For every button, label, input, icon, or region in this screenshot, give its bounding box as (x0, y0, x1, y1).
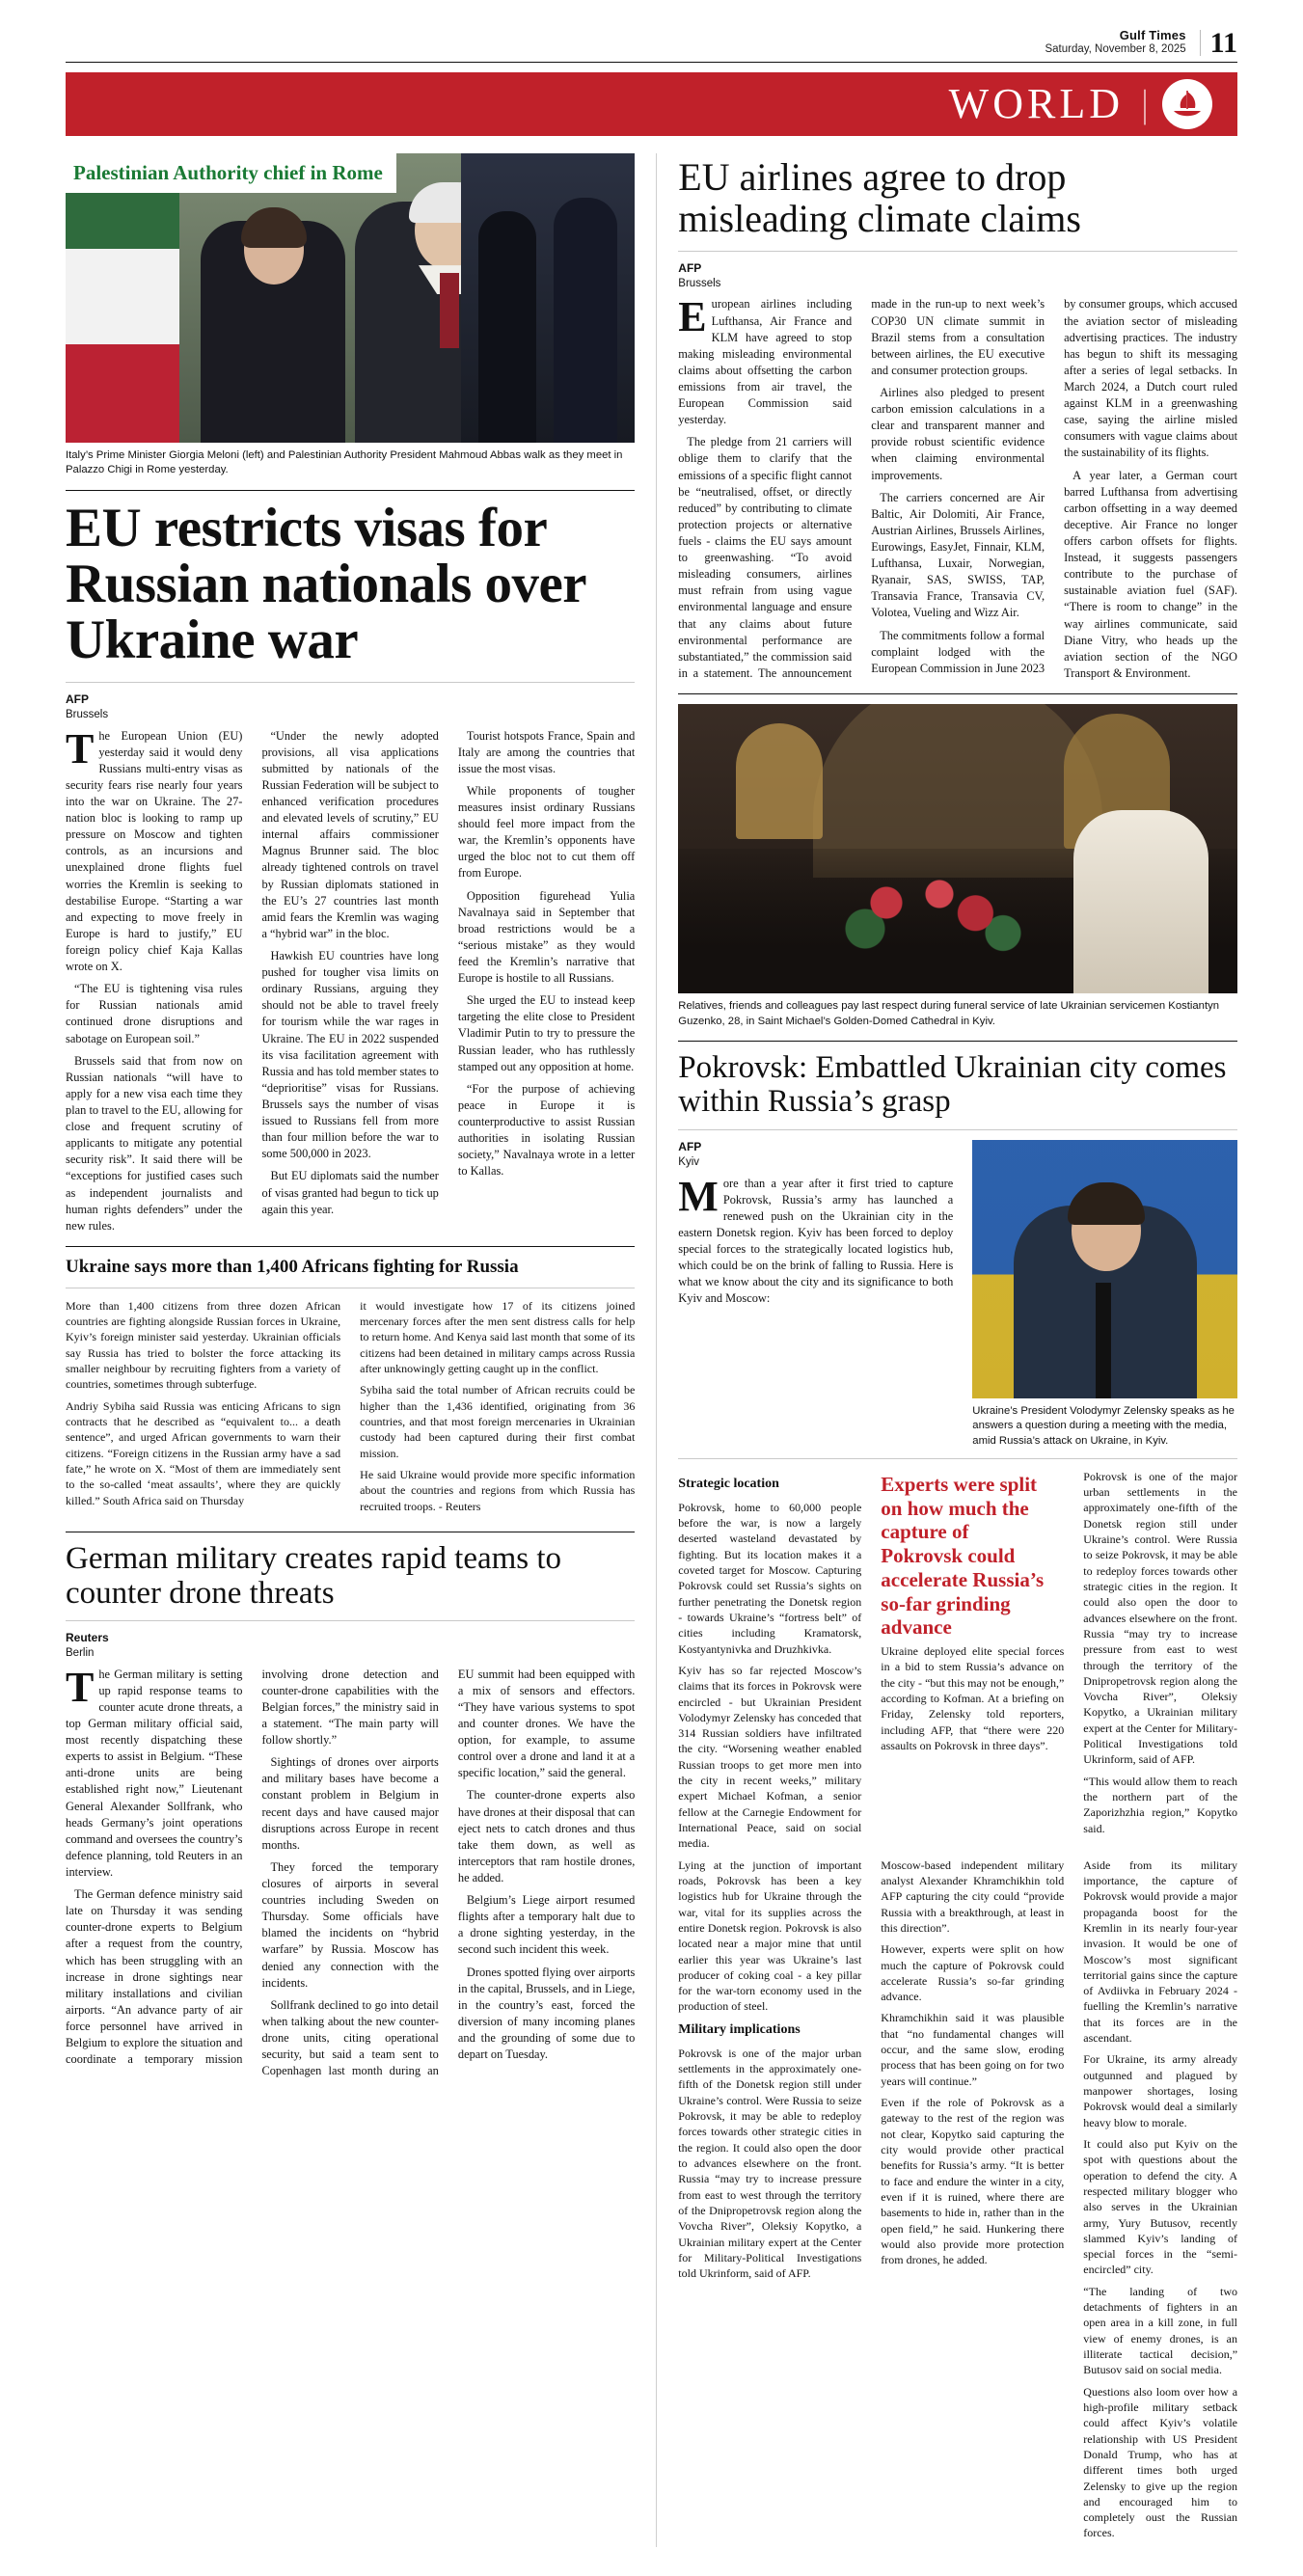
visas-body (66, 724, 636, 1234)
pokrovsk-mil-p8: It could also put Kyiv on the spot with questions about the operation to defend the city. A respected military blogger who also serves in the Ukrainian army, Yury Butusov, recently slammed Kyiv’s landing of special forces in the “semi-encircled” city. (1083, 2136, 1238, 2277)
germany-byline (66, 1631, 635, 1661)
honour-guard (461, 153, 635, 443)
pokrovsk-intro (678, 1172, 954, 1308)
funeral-caption: Relatives, friends and colleagues pay last respect during funeral service of late Ukrainian servicemen Kostiantyn Guzenko, 28, in Saint Michael’s Golden-Domed Cathedral in Kyiv. (678, 1000, 1220, 1027)
meloni-figure (201, 221, 345, 443)
airlines-p6: A year later, a German court barred Lufthansa from advertising carbon offsetting in a way deemed deceptive. Air France no longer offers carbon offsets for flights. Instead, it suggests passengers contribute to the purchase of sustainable aviation fuel (SAF). “There is room to change” in the way airlines communicate, said Diane Vitry, who heads up the aviation section of the NGO Transport & Environment. (1064, 468, 1238, 680)
airlines-agency: AFP (678, 260, 702, 275)
zelensky-photo (972, 1140, 1237, 1398)
zelensky-caption: Ukraine’s President Volodymyr Zelensky speaks as he answers a question during a meeting with the media, amid Russia’s attack on Ukraine, in Kyiv. (972, 1405, 1235, 1447)
zelensky-photo-block (972, 1140, 1237, 1449)
germany-agency: Reuters (66, 1631, 109, 1645)
masthead-rule (66, 62, 1237, 63)
visas-p7: Tourist hotspots France, Spain and Italy are among the countries that issue the most visas. (457, 728, 636, 775)
section-banner (66, 72, 1237, 136)
pokrovsk-text-left (678, 1140, 953, 1449)
pokrovsk-s1-p2: Kyiv has so far rejected Moscow’s claims that its forces in Pokrovsk were encircled - but Ukrainian President Volodymyr Zelensky has conceded that 314 Russian soldiers have infiltrated the city. “Worsening weather enabled Russian troops to get more men into the city in recent weeks,” military expert Michael Kofman, a senior fellow at the Carnegie Endowment for International Peace, said on social media. (678, 1663, 862, 1851)
germany-p7: Belgium’s Liege airport resumed flights after a temporary halt due to a drone sighting yesterday, in the second such incident this week. (457, 1893, 636, 1957)
column-divider (656, 153, 657, 2547)
pokrovsk-mil-p10: Questions also loom over how a high-profile military setback could affect Kyiv’s volatile relationship with US President Donald Trump, who has at different times both urged Zelensky to give up the region and encouraged him to completely oust the Russian forces. (1083, 2384, 1238, 2540)
africans-col-right (360, 1298, 635, 1520)
pokrovsk-mil-p2: Moscow-based independent military analyst Alexander Khramchikhin told AFP capturing the city could “provide Russia with a breakthrough, at least in this direction”. (881, 1857, 1065, 1935)
pokrovsk-pullquote-col (881, 1469, 1064, 1857)
africans-p3: it would investigate how 17 of its citizens joined mercenary forces after the men sent distress calls for help to return home. And Kenya said last month that some of its citizens had been detained in military camps across Russia after unknowingly getting caught up in the conflict. (360, 1298, 636, 1376)
africans-headline: Ukraine says more than 1,400 Africans fighting for Russia (66, 1256, 519, 1277)
pokrovsk-s1-p3: Ukraine deployed elite special forces in a bid to stem Russia’s advance on the city - “but this may not be enough,” according to Kofman. At a briefing on Friday, Zelensky told reporters, including AFP, that “there were 220 assaults on Pokrovsk in three days”. (881, 1644, 1065, 1753)
main-columns (66, 153, 1237, 2547)
pokrovsk-agency: AFP (678, 1140, 702, 1154)
pokrovsk-top (678, 1140, 1237, 1449)
visas-agency: AFP (66, 692, 89, 707)
right-column (678, 153, 1237, 2547)
funeral-photo (678, 704, 1237, 993)
germany-p2: The German defence ministry said late on Thursday it was sending counter-drone experts to Belgium after a request from the country, which has been struggling with an increase in drone sightings near military installations and civilian airports. “An advance party of air force personnel have arrived in Belgium to explore the situation and coordinate a temporary mission involving drone detection and counter-drone capabilities with the Belgian forces,” the ministry said in a statement. “The main party will follow shortly.” (66, 1667, 439, 2067)
pokrovsk-continued (678, 1857, 1237, 2547)
visas-place: Brussels (66, 708, 109, 720)
masthead (66, 0, 1237, 60)
airlines-place: Brussels (678, 277, 721, 289)
germany-p5: Sollfrank declined to go into detail when talking about the new counter-drone units, citing operational security, but said a team sent to Copenhagen last month during an EU summit had been equipped with a mix of sensors and effectors. “They have various systems to spot and counter drones. We have the option, for example, to assume control over a drone and land it at a specific location,” said the general. (261, 1667, 636, 2078)
visas-headline: EU restricts visas for Russian nationals over Ukraine war (66, 497, 586, 670)
pokrovsk-mil-p1: Pokrovsk is one of the major urban settlements in the approximately one-fifth of the Donetsk region still under Ukraine’s control. Were Russia to seize Pokrovsk, it may be able to redeploy forces towards other strategic cities in the region. It could also open the door to advances elsewhere on the front. Russia “may try to increase pressure from east to west through the territory of the Dnipropetrovsk region along the Vovcha River”, Oleksiy Kopytko, a Ukrainian military expert at the Center for Military-Political Investigations told Ukrinform, said of AFP. (678, 2046, 862, 2281)
africans-body (66, 1298, 635, 1520)
banner-divider: | (1140, 82, 1149, 126)
pokrovsk-s2-p1: Pokrovsk is one of the major urban settlements in the approximately one-fifth of the Donetsk region still under Ukraine’s control. Were Russia to seize Pokrovsk, it may be able to redeploy forces towards other strategic cities in the region. It could also open the door to advances elsewhere on the front. Russia “may try to increase pressure from east to west through the territory of the Dnipropetrovsk region along the Vovcha River”, Oleksiy Kopytko, a Ukrainian military expert at the Center for Military-Political Investigations told Ukrinform, said of AFP. (1083, 1469, 1238, 1767)
africans-p1: More than 1,400 citizens from three dozen African countries are fighting alongside Russian forces in Ukraine, Kyiv’s foreign minister said yesterday. Ukrainian officials say Russia has tried to bolster the force attacking its smaller neighbour by recruiting fighters from a variety of countries, sometimes through subterfuge. (66, 1298, 341, 1392)
germany-p6: The counter-drone experts also have drones at their disposal that can eject nets to catch drones and thus take them down, as well as interceptors that ram hostile drones, he added. (457, 1788, 636, 1885)
visas-p4: “Under the newly adopted provisions, all visa applications submitted by nationals of the Russian Federation will be subject to enhanced verification procedures and elevated levels of scrutiny,” EU internal affairs commissioner Magnus Brunner said. The bloc already tightened controls on travel by Russian diplomats stationed in the EU’s 27 countries last month amid fears the Kremlin was waging a “hybrid war” in the bloc. (261, 728, 439, 940)
pokrovsk-mil-p7: For Ukraine, its army already outgunned and plagued by manpower shortages, losing Pokrovsk would deal a similarly heavy blow to morale. (1083, 2052, 1238, 2129)
visas-p8: While proponents of tougher measures insist ordinary Russians should feel more impact from the war, the Kremlin’s opponents have urged the bloc not to cut them off from Europe. (457, 783, 636, 881)
pokrovsk-s2-p2: “This would allow them to reach the northern part of the Zaporizhzhia region,” Kopytko said. (1083, 1774, 1238, 1835)
germany-p3: Sightings of drones over airports and military bases have become a constant problem in Belgium in recent days and have caused major disruptions across Europe in recent months. (261, 1755, 439, 1852)
airlines-p4: The carriers concerned are Air Baltic, Air Dolomiti, Air France, Austrian Airlines, Brussels Airlines, Eurowings, EasyJet, Finnair, KLM, Lufthansa, Luxair, Norwegian, Ryanair, SAS, SWISS, TAP, Transavia France, Transavia CV, Volotea, Vueling and Wizz Air. (871, 490, 1045, 620)
pokrovsk-place: Kyiv (678, 1155, 700, 1168)
africans-p4: Sybiha said the total number of African recruits could be higher than the 1,436 identified, originating from 36 countries, and that most foreign mercenaries in Ukrainian custody had been captured during their first combat mission. (360, 1383, 636, 1460)
visas-p9: Opposition figurehead Yulia Navalnaya said in September that broad restrictions would be a “serious mistake” as they would feed the Kremlin’s narrative that Europe is hostile to all Russians. (457, 888, 636, 986)
germany-headline: German military creates rapid teams to counter drone threats (66, 1540, 562, 1611)
germany-p4: They forced the temporary closures of airports in several countries including Sweden on Thursday. Some officials have blamed the incidents on “hybrid warfare” by Russia. Moscow has denied any connection with the incidents. (261, 1859, 439, 1990)
germany-p8: Drones spotted flying over airports in the capital, Brussels, and in Liege, in the country’s east, forced the diversion of many incoming planes and the grounding of some due to depart on Tuesday. (457, 1965, 636, 2062)
germany-p1: The German military is setting up rapid response teams to counter acute drone threats, a top German military official said, most recently dispatching these experts to assist in Belgium. “These anti-drone units are being established right now,” Lieutenant General Alexander Sollfrank, who heads Germany’s joint operations command and oversees the country’s defence planning, told Reuters in an interview. (66, 1663, 243, 1879)
germany-body (66, 1663, 636, 2080)
rome-caption: Italy’s Prime Minister Giorgia Meloni (left) and Palestinian Authority President Mahmoud Abbas walk as they meet in Palazzo Chigi in Rome yesterday. (66, 449, 623, 476)
africans-p5: He said Ukraine would provide more specific information about the countries and regions from which Russia has recruited troops. - Reuters (360, 1467, 636, 1513)
airlines-byline (678, 261, 1237, 291)
pokrovsk-pullquote: Experts were split on how much the capture of Pokrovsk could accelerate Russia’s so-far grinding advance (881, 1472, 1045, 1640)
page-number: 11 (1200, 30, 1237, 56)
publication-name: Gulf Times (1119, 28, 1186, 42)
dhow-boat-icon (1162, 79, 1212, 129)
pokrovsk-mil-p6: Aside from its military importance, the capture of Pokrovsk would provide a major propaganda boost for the Kremlin in its nearly four-year invasion. It would be one of Moscow’s most significant territorial gains since the capture of Avdiivka in February 2024 - fuelling the Kremlin’s narrative that its forces are in the ascendant. (1083, 1857, 1238, 2046)
pokrovsk-s1-p1: Pokrovsk, home to 60,000 people before the war, is now a largely deserted wasteland devastated by fighting. But its location makes it a coveted target for Moscow. Capturing Pokrovsk could set Russia’s sights on further penetrating the Donetsk region - towards Ukraine’s “fortress belt” of cities including Kramatorsk, Kostyantynivka and Druzhkivka. (678, 1500, 862, 1656)
visas-p6: But EU diplomats said the number of visas granted had begun to tick up again this year. (261, 1169, 439, 1216)
pokrovsk-s1-rest (881, 1643, 1064, 1753)
rome-photo (66, 153, 635, 443)
visas-p2: “The EU is tightening visa rules for Russian nationals amid continued drone disruptions and sabotage on European soil.” (66, 982, 243, 1045)
pokrovsk-cont-col3 (1083, 1857, 1237, 2547)
pokrovsk-strategic-body (678, 1500, 861, 1852)
pokrovsk-mil-p4: Khramchikhin said it was plausible that “no fundamental changes will occur, and the same slow, eroding process that has been going on for two years will continue.” (881, 2011, 1065, 2088)
pokrovsk-subhead-2: Military implications (678, 2021, 801, 2037)
pokrovsk-mil-p3: However, experts were split on how much the capture of Pokrovsk could accelerate Russia’s so-far grinding advance. (881, 1942, 1065, 2004)
airlines-p1: European airlines including Lufthansa, Air France and KLM have agreed to stop making misleading environmental claims about offsetting the carbon emissions from air travel, the European Commission said yesterday. (678, 293, 853, 427)
pokrovsk-cont-col2 (881, 1857, 1064, 2547)
airlines-p5: The commitments follow a formal complaint lodged with the European Commission in June 2023 by consumer groups, which accused the aviation sector of misleading advertising practices. The industry has begun to shift its messaging after a series of legal setbacks. In March 2024, a Dutch court ruled against KLM in a greenwashing case, saying the airline misled consumers with vague claims about the sustainability of its flights. (871, 297, 1238, 675)
africans-p2: Andriy Sybiha said Russia was enticing Africans to sign contracts that he described as “equivalent to... a death sentence”, and urged African governments to warn their citizens. “Foreign citizens in the Russian army have a sad fate,” he wrote on X. “Most of them are immediately sent to the so-called ‘meat assaults’, where they are quickly killed.” South Africa said on Thursday (66, 1398, 341, 1507)
section-title: WORLD (948, 80, 1124, 128)
pokrovsk-headline: Pokrovsk: Embattled Ukrainian city comes within Russia’s grasp (678, 1049, 1227, 1120)
visas-p3: Brussels said that from now on Russian nationals “will have to apply for a new visa each time they plan to travel to the EU, allowing for close and frequent scrutiny of applicants to mitigate any potential security risk”. It said there will be “exceptions for justified cases such as independent journalists and human rights defenders” under the new rules. (66, 1053, 243, 1233)
africans-col-left (66, 1298, 340, 1520)
pokrovsk-mil-p9: “The landing of two detachments of fighters in an open area in a kill zone, in full view of enemy drones, is an illiterate tactical decision,” Butusov said on social media. (1083, 2284, 1238, 2377)
pokrovsk-cont-col1 (678, 1857, 861, 2547)
visas-p10: She urged the EU to instead keep targeting the elite close to President Vladimir Putin to try to pressure the Russian leader, who has ruthlessly stamped out any opposition at home. (457, 993, 636, 1073)
left-column (66, 153, 635, 2547)
rome-kicker: Palestinian Authority chief in Rome (66, 153, 396, 193)
italian-flag (66, 153, 179, 443)
visas-byline (66, 692, 635, 722)
airlines-headline: EU airlines agree to drop misleading climate claims (678, 155, 1081, 240)
pokrovsk-strategic (678, 1469, 1237, 1857)
visas-p11: “For the purpose of achieving peace in Europe it is counterproductive to assist Russian authorities in isolating Russian society,” Navalnaya wrote in a letter to Kallas. (457, 1081, 636, 1179)
masthead-text (1045, 29, 1199, 56)
pokrovsk-byline (678, 1140, 953, 1170)
pokrovsk-mil-p5: Even if the role of Pokrovsk as a gateway to the rest of the region was not clear, Kopytko said capturing the city would provide other practical benefits for Russia’s army. “It is better to face and endure the winter in a city, even if it is ruined, where there are basements to hide in, rather than in the open field,” he said. Hunkering there would also provide more protection from drones, he added. (881, 2096, 1065, 2267)
pokrovsk-s2-head-block (1083, 1469, 1237, 1836)
visas-p1: The European Union (EU) yesterday said it would deny Russians multi-entry visas as security fears rise nearly four years into the war on Ukraine. The 27-nation bloc is looking to ramp up pressure on Moscow and tighten controls, as an incursions and unexplained drone flights fuel worries the Kremlin is seeking to destabilise Europe. “Starting a war and expecting to move freely in Europe is hard to justify,” EU foreign policy chief Kaja Kallas wrote on X. (66, 724, 243, 974)
germany-place: Berlin (66, 1646, 95, 1659)
pokrovsk-s1-p4: Lying at the junction of important roads, Pokrovsk has been a key logistics hub for Ukraine through the war, vital for its supplies across the entire Donetsk region. Pokrovsk is also located near a major mine that until earlier this year was Ukraine’s last producer of coking coal - a key pillar for the war-torn economy used in the production of steel. (678, 1857, 862, 2014)
pokrovsk-subhead-1: Strategic location (678, 1476, 779, 1491)
airlines-p3: Airlines also pledged to present carbon emission calculations in a clear and transparent manner and provide robust scientific evidence when claiming environmental improvements. (871, 386, 1045, 482)
issue-date: Saturday, November 8, 2025 (1045, 42, 1186, 55)
pokrovsk-strategic-col (678, 1469, 861, 1857)
visas-p5: Hawkish EU countries have long pushed for tougher visa limits on ordinary Russians, arguing they should not be able to travel freely for tourism while the war rages in Ukraine. The EU in 2022 suspended its visa facilitation agreement with Russia and has told member states to “deprioritise” visas for Russians. Brussels says the number of visas issued to Russians fell from more than four million before the war to some 500,000 in 2023. (261, 948, 439, 1161)
airlines-p2: The pledge from 21 carriers will oblige them to clarify that the emissions of a specific flight cannot be “neutralised, offset, or directly reduced” by contributing to climate protection projects or alternative fuels - claims the EU says amount to greenwashing. “To avoid misleading consumers, airlines must refrain from using vague environmental language and ensure that any claims about future environmental performance are substantiated,” the commission said in a statement. The announcement made in the run-up to next week’s COP30 UN climate summit in Brazil stems from a consultation between airlines, the EU executive and consumer protection groups. (678, 297, 1045, 680)
pokrovsk-right-col (1083, 1469, 1237, 1857)
airlines-body (678, 293, 1238, 682)
pokrovsk-intro-p: More than a year after it first tried to capture Pokrovsk, Russia’s army has launched a renewed push on the Ukrainian city in the eastern Donetsk region. Kyiv has been forced to deploy special forces to the strategically located logistics hub, which could be on the brink of falling to Russia. Here is what we know about the city and its significance to both Kyiv and Moscow: (678, 1172, 954, 1306)
